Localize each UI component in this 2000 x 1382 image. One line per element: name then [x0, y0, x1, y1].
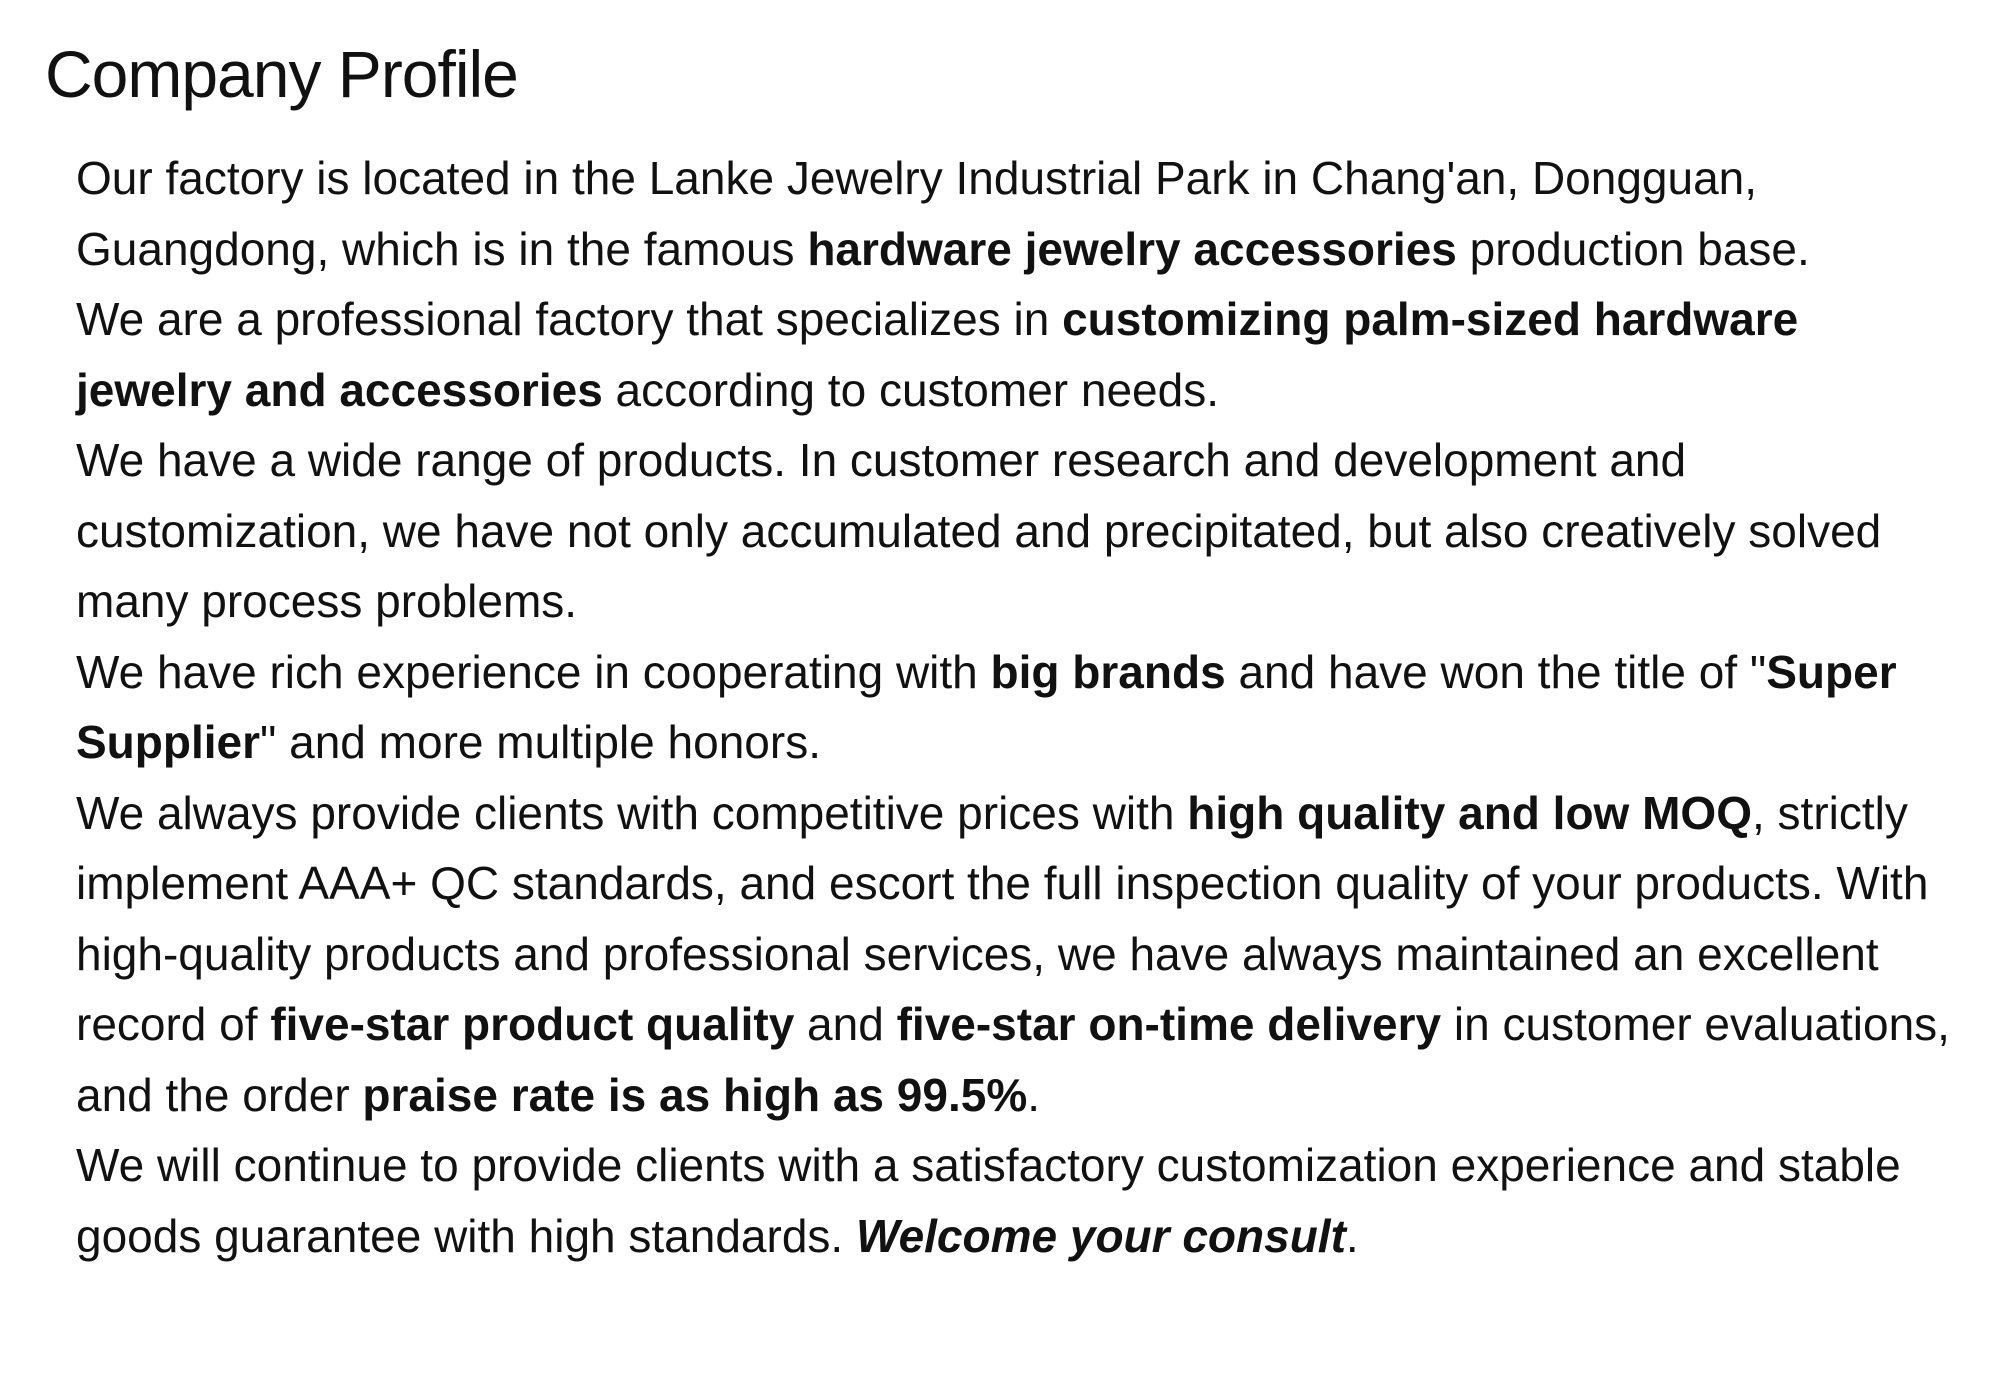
highlight-text: five-star on-time delivery: [896, 998, 1442, 1050]
profile-paragraph: [76, 637, 1956, 778]
highlight-text: praise rate is as high as 99.5%: [362, 1068, 1028, 1121]
profile-paragraph: [76, 1130, 1956, 1271]
paragraph-text: in customer evaluations, and the order: [76, 998, 1950, 1121]
profile-paragraph: [76, 778, 1956, 1131]
paragraph-text: We are a professional factory that specializes in: [76, 293, 1063, 345]
paragraph-text: We have rich experience in cooperating with: [76, 645, 991, 698]
page-title: Company Profile: [45, 37, 518, 111]
paragraph-text: and: [794, 998, 897, 1050]
highlight-text: high quality and low MOQ: [1187, 786, 1752, 839]
paragraph-text: We will continue to provide clients with a satisfactory customization experience and stable goods guarantee with high standards.: [76, 1139, 1901, 1262]
highlight-text: Super Supplier: [76, 645, 1897, 768]
highlight-text: hardware jewelry accessories: [807, 222, 1457, 275]
paragraph-text: We have a wide range of products. In customer research and development and customization, we have not only accumulated and precipitated, but also creatively solved many process problems.: [76, 434, 1882, 627]
profile-paragraph: [76, 425, 1956, 637]
paragraph-text: production base.: [1456, 222, 1810, 275]
highlight-text: five-star product quality: [270, 998, 795, 1050]
profile-paragraph: [76, 143, 1956, 284]
closing-invitation: Welcome your consult: [855, 1209, 1346, 1262]
paragraph-text: We always provide clients with competitive prices with: [76, 786, 1188, 839]
profile-paragraph: [76, 284, 1956, 425]
paragraph-text: and have won the title of ": [1225, 645, 1767, 698]
paragraph-text: .: [1345, 1209, 1359, 1262]
paragraph-text: , strictly implement AAA+ QC standards, and escort the full inspection quality of your products. With high-quality products and professional services, we have always maintained an excellent record of: [76, 786, 1929, 1050]
highlight-text: big brands: [990, 645, 1226, 698]
paragraph-text: according to customer needs.: [602, 363, 1219, 416]
paragraph-text: " and more multiple honors.: [260, 716, 821, 768]
company-profile-body: [76, 143, 1956, 1271]
paragraph-text: Our factory is located in the Lanke Jewelry Industrial Park in Chang'an, Dongguan, Guangdong, which is in the famous: [76, 152, 1758, 275]
highlight-text: customizing palm-sized hardware jewelry and accessories: [76, 293, 1799, 416]
paragraph-text: .: [1027, 1068, 1041, 1121]
